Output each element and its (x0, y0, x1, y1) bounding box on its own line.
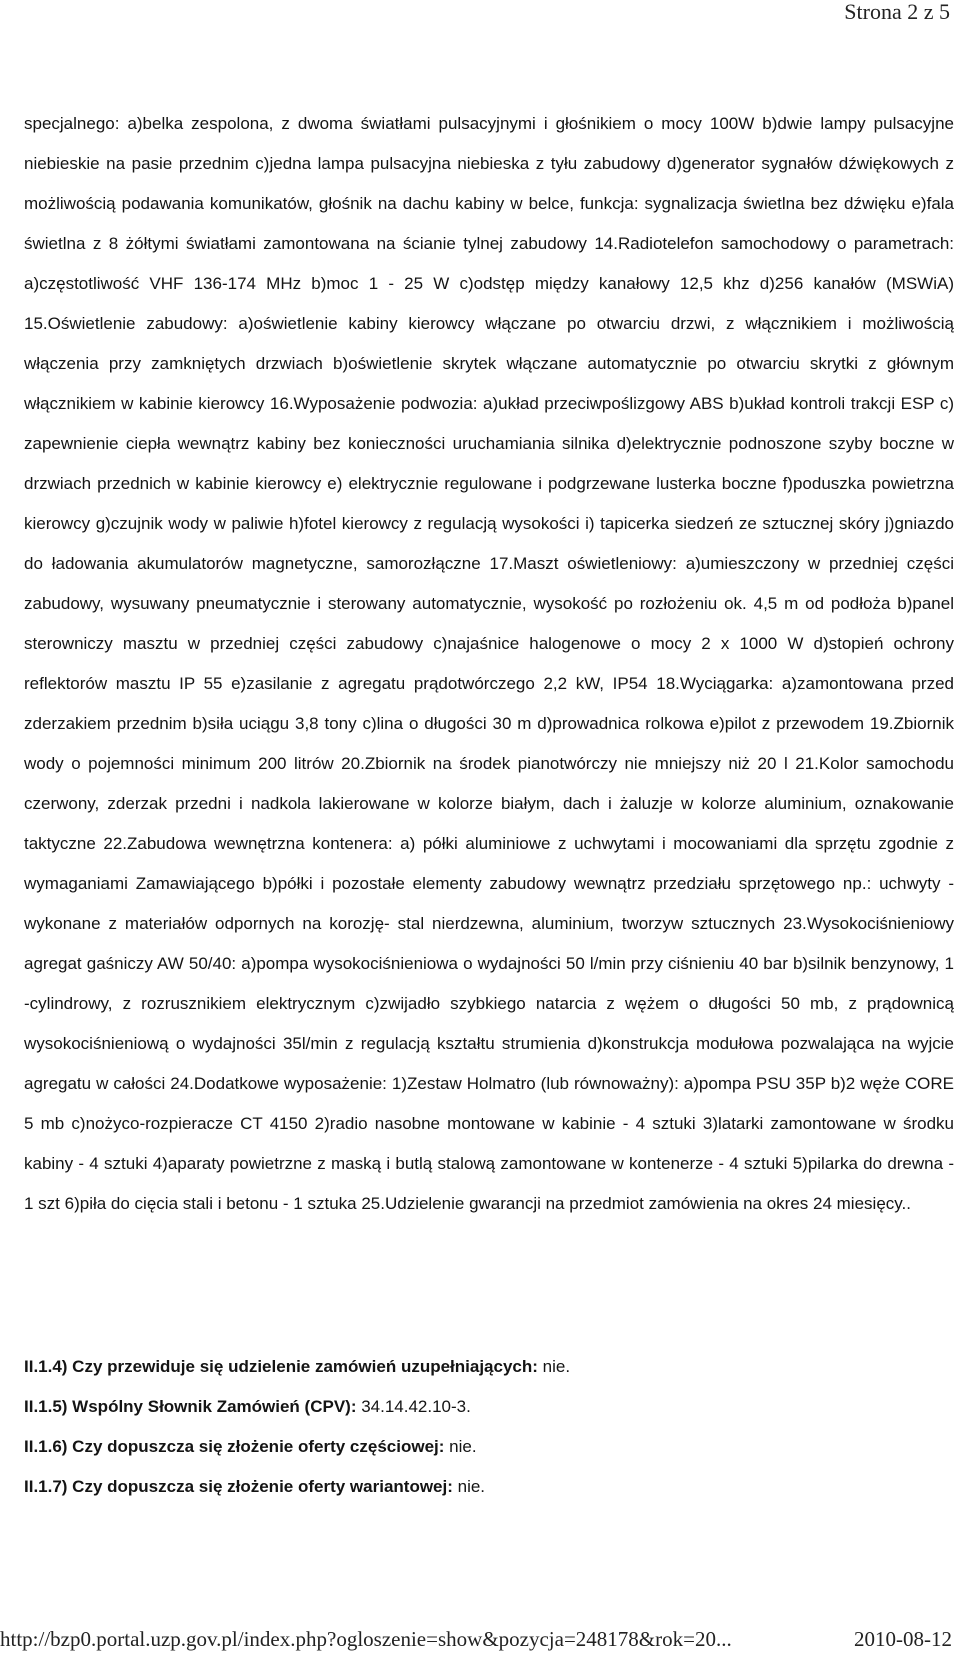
spec-item-value: 34.14.42.10-3. (356, 1397, 471, 1416)
spec-item-label: II.1.6) Czy dopuszcza się złożenie oferty częściowej: (24, 1437, 445, 1456)
spec-item-label: II.1.7) Czy dopuszcza się złożenie oferty wariantowej: (24, 1477, 453, 1496)
spec-items-list (24, 1347, 944, 1507)
spec-item-variant-offer (24, 1467, 944, 1507)
spec-item-label: II.1.4) Czy przewiduje się udzielenie zamówień uzupełniających: (24, 1357, 538, 1376)
footer-url: http://bzp0.portal.uzp.gov.pl/index.php?ogloszenie=show&pozycja=248178&rok=20... (0, 1627, 732, 1651)
page-number-header: Strona 2 z 5 (844, 0, 950, 24)
spec-item-value: nie. (444, 1437, 477, 1456)
spec-item-value: nie. (452, 1477, 486, 1496)
spec-item-value: nie. (537, 1357, 571, 1376)
spec-item-cpv (24, 1387, 944, 1427)
page-footer (0, 1624, 960, 1654)
spec-item-supplementary-orders (24, 1347, 944, 1387)
footer-date: 2010-08-12 (854, 1627, 952, 1651)
spec-item-label: II.1.5) Wspólny Słownik Zamówień (CPV): (24, 1397, 357, 1416)
spec-item-partial-offer (24, 1427, 944, 1467)
specification-paragraph: specjalnego: a)belka zespolona, z dwoma światłami pulsacyjnymi i głośnikiem o mocy 100W b)dwie lampy pulsacyjne niebieskie na pasie przednim c)jedna lampa pulsacyjna niebieska z tyłu zabudowy d)generator sygnałów dźwiękowych z możliwością podawania komunikatów, głośnik na dachu kabiny w belce, funkcja: sygnalizacja świetlna bez dźwięku e)fala świetlna z 8 żółtymi światłami zamontowana na ścianie tylnej zabudowy 14.Radiotelefon samochodowy o parametrach: a)częstotliwość VHF 136-174 MHz b)moc 1 - 25 W c)odstęp między kanałowy 12,5 khz d)256 kanałów (MSWiA) 15.Oświetlenie zabudowy: a)oświetlenie kabiny kierowcy włączane po otwarciu drzwi, z włącznikiem i możliwością włączenia przy zamkniętych drzwiach b)oświetlenie skrytek włączane automatycznie po otwarciu skrytki z głównym włącznikiem w kabinie kierowcy 16.Wyposażenie podwozia: a)układ przeciwpoślizgowy ABS b)układ kontroli trakcji ESP c) zapewnienie ciepła wewnątrz kabiny bez konieczności uruchamiania silnika d)elektrycznie podnoszone szyby boczne w drzwiach przednich w kabinie kierowcy e) elektrycznie regulowane i podgrzewane lusterka boczne f)poduszka powietrzna kierowcy g)czujnik wody w paliwie h)fotel kierowcy z regulacją wysokości i) tapicerka siedzeń ze sztucznej skóry j)gniazdo do ładowania akumulatorów magnetyczne, samorozłączne 17.Maszt oświetleniowy: a)umieszczony w przedniej części zabudowy, wysuwany pneumatycznie i sterowany automatycznie, wysokość po rozłożeniu ok. 4,5 m od podłoża b)panel sterowniczy masztu w przedniej części zabudowy c)najaśnice halogenowe o mocy 2 x 1000 W d)stopień ochrony reflektorów masztu IP 55 e)zasilanie z agregatu prądotwórczego 2,2 kW, IP54 18.Wyciągarka: a)zamontowana przed zderzakiem przednim b)siła uciągu 3,8 tony c)lina o długości 30 m d)prowadnica rolkowa e)pilot z przewodem 19.Zbiornik wody o pojemności minimum 200 litrów 20.Zbiornik na środek pianotwórczy nie mniejszy niż 20 l 21.Kolor samochodu czerwony, zderzak przedni i nadkola lakierowane w kolorze białym, dach i żaluzje w kolorze aluminium, oznakowanie taktyczne 22.Zabudowa wewnętrzna kontenera: a) półki aluminiowe z uchwytami i mocowaniami dla sprzętu zgodnie z wymaganiami Zamawiającego b)półki i pozostałe elementy zabudowy wewnątrz przedziału sprzętowego np.: uchwyty - wykonane z materiałów odpornych na korozję- stal nierdzewna, aluminium, tworzyw sztucznych 23.Wysokociśnieniowy agregat gaśniczy AW 50/40: a)pompa wysokociśnieniowa o wydajności 50 l/min przy ciśnieniu 40 bar b)silnik benzynowy, 1 -cylindrowy, z rozrusznikiem elektrycznym c)zwijadło szybkiego natarcia z wężem o długości 50 mb, z prądownicą wysokociśnieniową o wydajności 35l/min z regulacją kształtu strumienia d)konstrukcja modułowa pozwalająca na wyjcie agregatu w całości 24.Dodatkowe wyposażenie: 1)Zestaw Holmatro (lub równoważny): a)pompa PSU 35P b)2 węże CORE 5 mb c)nożyco-rozpieracze CT 4150 2)radio nasobne montowane w kabinie - 4 sztuki 3)latarki zamontowane w środku kabiny - 4 sztuki 4)aparaty powietrzne z maską i butlą stalową zamontowane w kontenerze - 4 sztuki 5)pilarka do drewna - 1 szt 6)piła do cięcia stali i betonu - 1 sztuka 25.Udzielenie gwarancji na przedmiot zamówienia na okres 24 miesięcy.. (24, 114, 954, 1213)
